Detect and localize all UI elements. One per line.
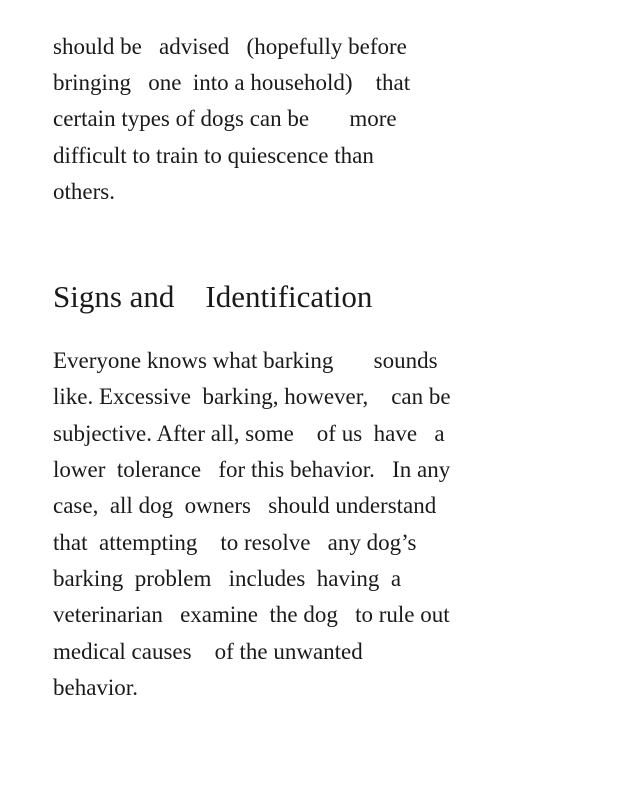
body-line: veterinarian examine the dog to rule out <box>53 602 450 627</box>
body-line: like. Excessive barking, however, can be <box>53 384 451 409</box>
body-line: behavior. <box>53 675 138 700</box>
body-line: lower tolerance for this behavior. In any <box>53 457 451 482</box>
intro-line: should be advised (hopefully before <box>53 34 407 59</box>
intro-line: certain types of dogs can be more <box>53 106 397 131</box>
body-line: subjective. After all, some of us have a <box>53 421 445 446</box>
body-line: that attempting to resolve any dog’s <box>53 530 417 555</box>
body-line: barking problem includes having a <box>53 566 402 591</box>
body-line: Everyone knows what barking sounds <box>53 348 438 373</box>
body-line: case, all dog owners should understand <box>53 493 437 518</box>
intro-line: bringing one into a household) that <box>53 70 411 95</box>
section-heading: Signs and Identification <box>53 279 373 314</box>
intro-line: others. <box>53 179 115 204</box>
intro-line: difficult to train to quiescence than <box>53 143 374 168</box>
body-line: medical causes of the unwanted <box>53 639 363 664</box>
